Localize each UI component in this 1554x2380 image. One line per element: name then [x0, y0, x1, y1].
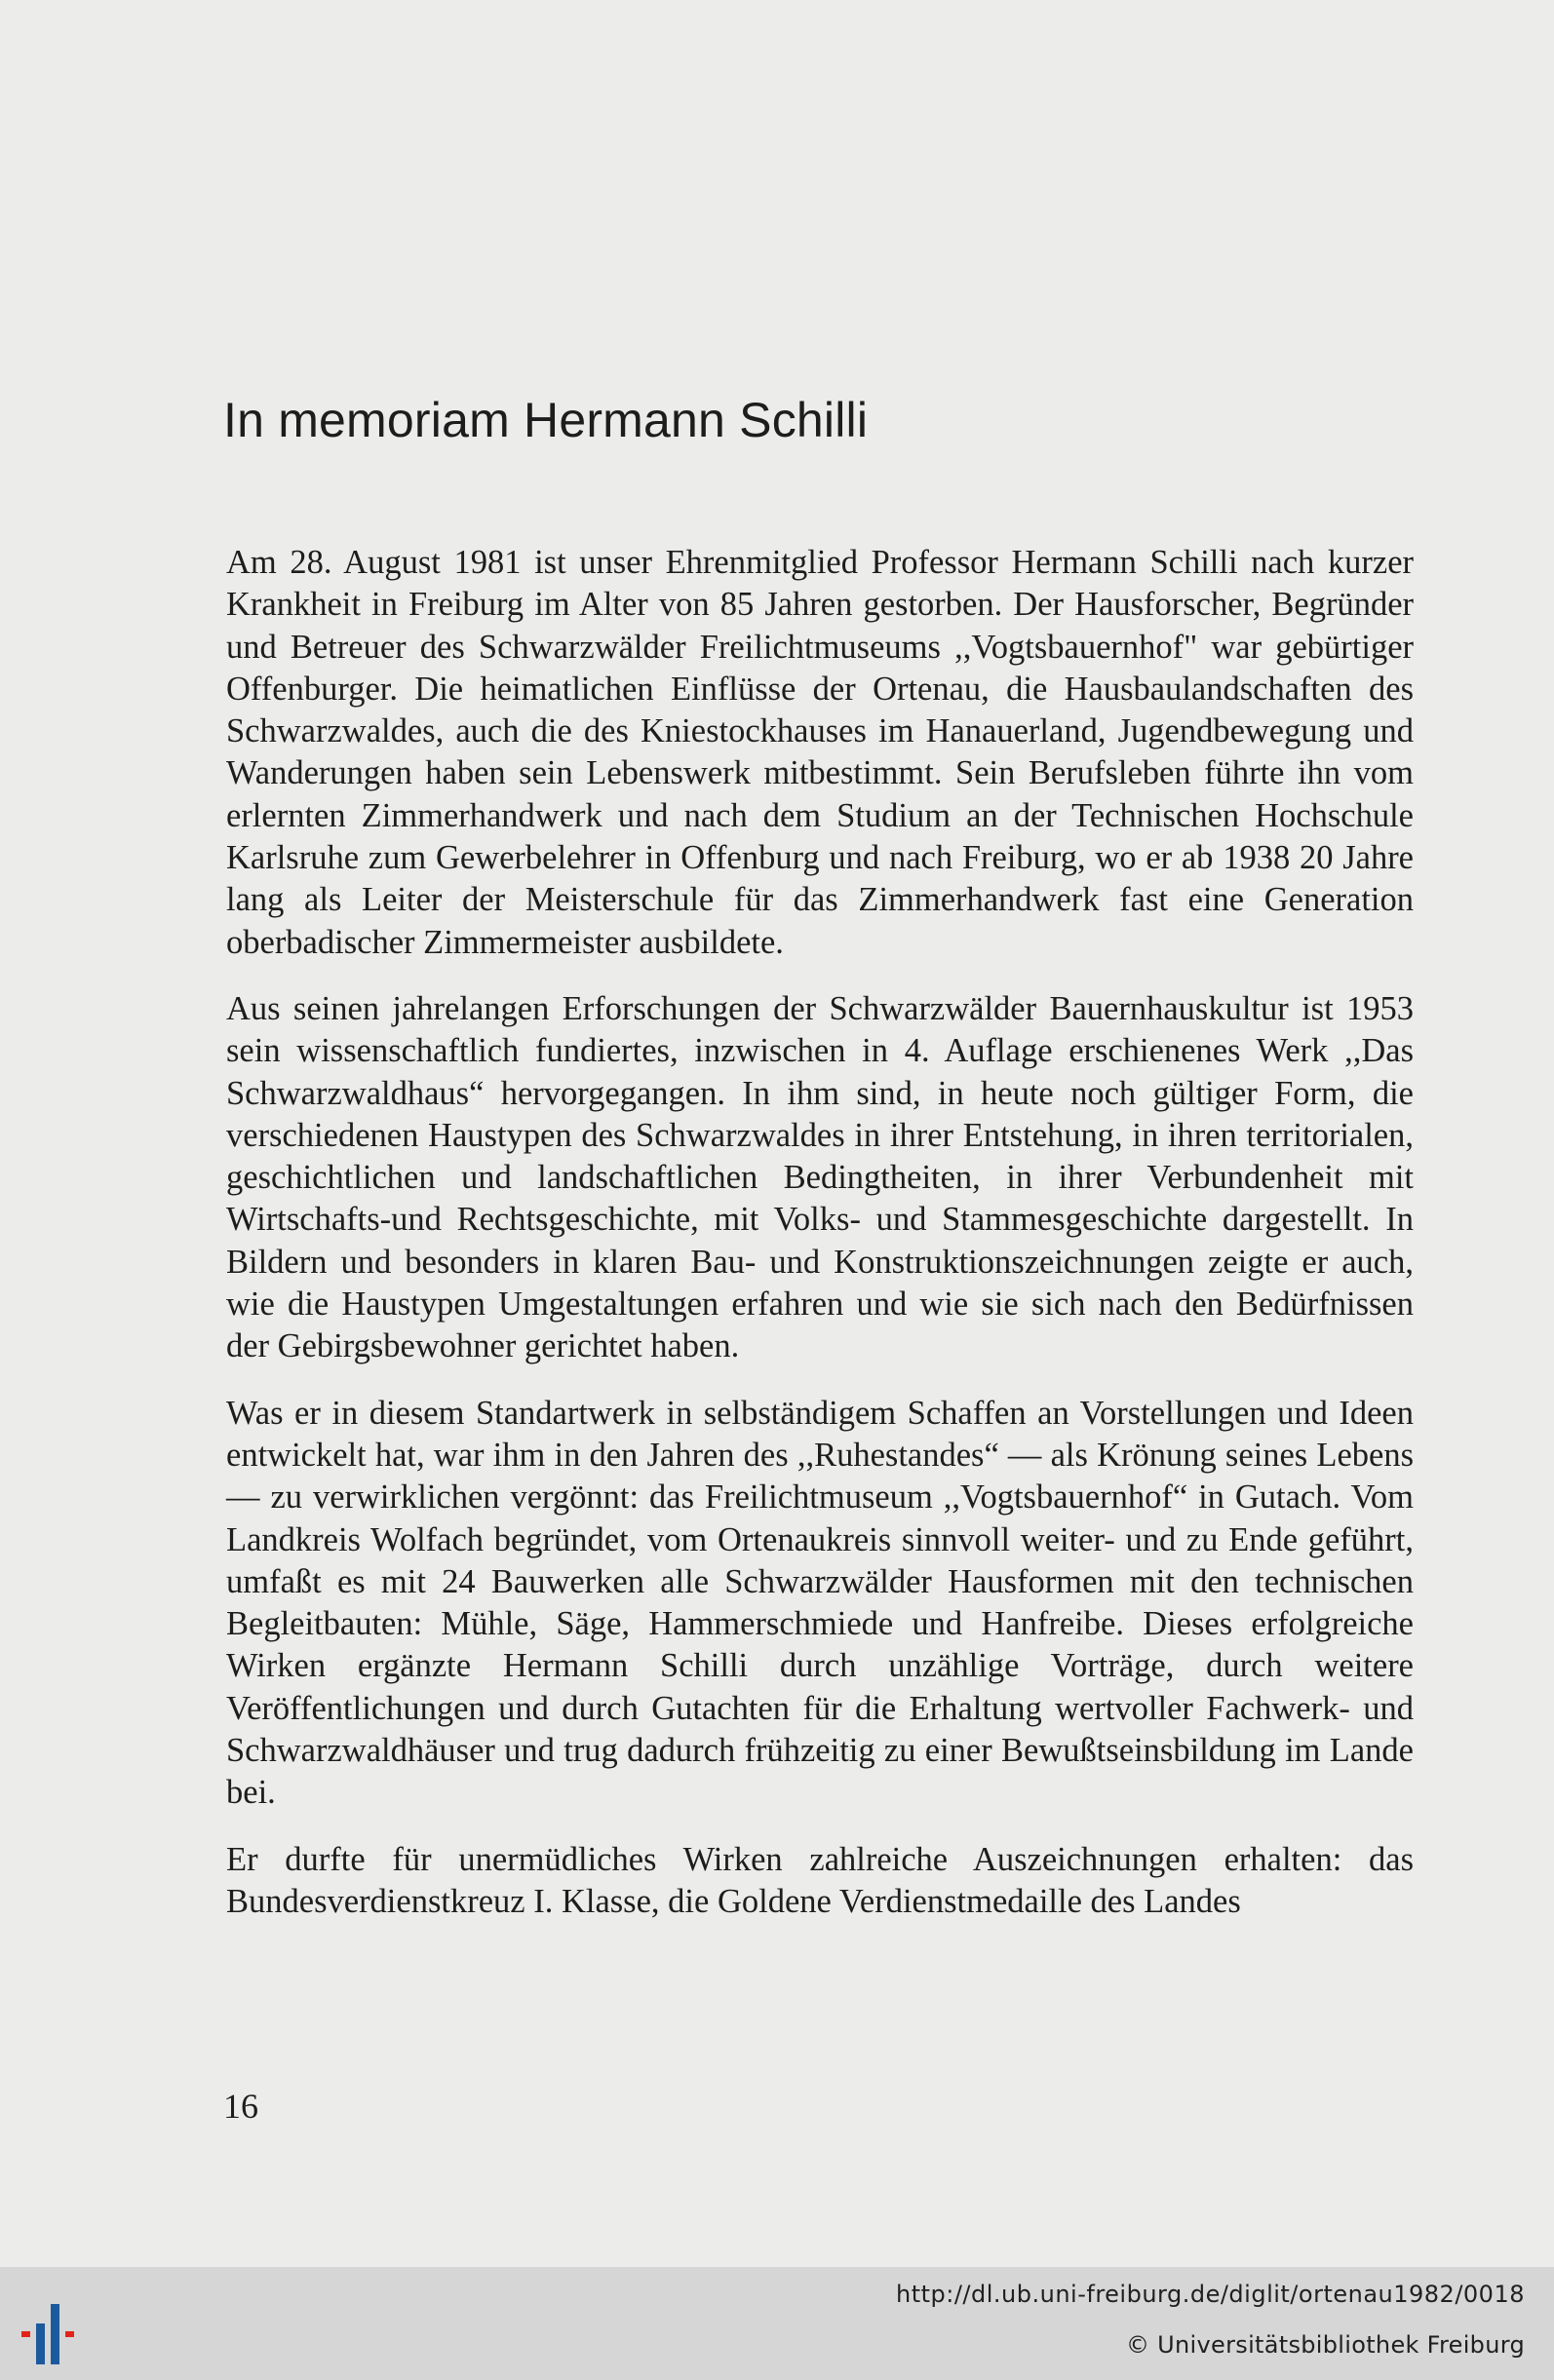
ub-freiburg-logo-icon[interactable] — [21, 2304, 99, 2364]
paragraph-2: Aus seinen jahrelangen Erforschungen der Schwarzwälder Bauernhauskultur ist 1953 sein wissenschaftlich fundiertes, inzwischen in 4. Auflage erschienenes Werk ,,Das Schwarzwaldhaus“ hervorgegangen. In ihm sind, in heute noch gültiger Form, die verschiedenen Haustypen des Schwarzwaldes in ihrer Entstehung, in ihren territorialen, geschichtlichen und landschaftlichen Bedingtheiten, in ihrer Verbundenheit mit Wirtschafts-und Rechtsgeschichte, mit Volks- und Stammesgeschichte dargestellt. In Bildern und besonders in klaren Bau- und Konstruktionszeichnungen zeigte er auch, wie die Haustypen Umgestaltungen erfahren und wie sie sich nach den Bedürfnissen der Gebirgsbewohner gerichtet haben. — [226, 989, 1414, 1365]
paragraph-3: Was er in diesem Standartwerk in selbständigem Schaffen an Vorstellungen und Ideen entwickelt hat, war ihm in den Jahren des ,,Ruhestandes“ — als Krönung seines Lebens — zu verwirklichen vergönnt: das Freilichtmuseum ,,Vogtsbauernhof“ in Gutach. Vom Landkreis Wolfach begründet, vom Ortenaukreis sinnvoll weiter- und zu Ende geführt, umfaßt es mit 24 Bauwerken alle Schwarzwälder Hausformen mit den technischen Begleitbauten: Mühle, Säge, Hammerschmiede und Hanfreibe. Dieses erfolgreiche Wirken ergänzte Hermann Schilli durch unzählige Vorträge, durch weitere Veröffentlichungen und durch Gutachten für die Erhaltung wertvoller Fachwerk- und Schwarzwaldhäuser und trug dadurch frühzeitig zu einer Bewußtseinsbildung im Lande bei. — [226, 1394, 1414, 1812]
article-body — [226, 542, 1414, 1947]
paragraph-1: Am 28. August 1981 ist unser Ehrenmitglied Professor Hermann Schilli nach kurzer Krankheit in Freiburg im Alter von 85 Jahren gestorben. Der Hausforscher, Begründer und Betreuer des Schwarzwälder Freilichtmuseums ,,Vogtsbauernhof" war gebürtiger Offenburger. Die heimatlichen Einflüsse der Ortenau, die Hausbaulandschaften des Schwarzwaldes, auch die des Kniestockhauses im Hanauerland, Jugendbewegung und Wanderungen haben sein Lebenswerk mitbestimmt. Sein Berufsleben führte ihn vom erlernten Zimmerhandwerk und nach dem Studium an der Technischen Hochschule Karlsruhe zum Gewerbelehrer in Offenburg und nach Freiburg, wo er ab 1938 20 Jahre lang als Leiter der Meisterschule für das Zimmerhandwerk fast eine Generation oberbadischer Zimmermeister ausbildete. — [226, 544, 1414, 961]
footer-bar — [0, 2267, 1554, 2380]
permalink-url[interactable]: http://dl.ub.uni-freiburg.de/diglit/ortenau1982/0018 — [895, 2281, 1525, 2308]
article-title: In memoriam Hermann Schilli — [223, 393, 869, 447]
page-number: 16 — [223, 2087, 258, 2126]
paragraph-4: Er durfte für unermüdliches Wirken zahlreiche Auszeichnungen erhalten: das Bundesverdienstkreuz I. Klasse, die Goldene Verdienstmedaille des Landes — [226, 1840, 1414, 1920]
copyright-notice: © Universitätsbibliothek Freiburg — [1125, 2331, 1525, 2359]
